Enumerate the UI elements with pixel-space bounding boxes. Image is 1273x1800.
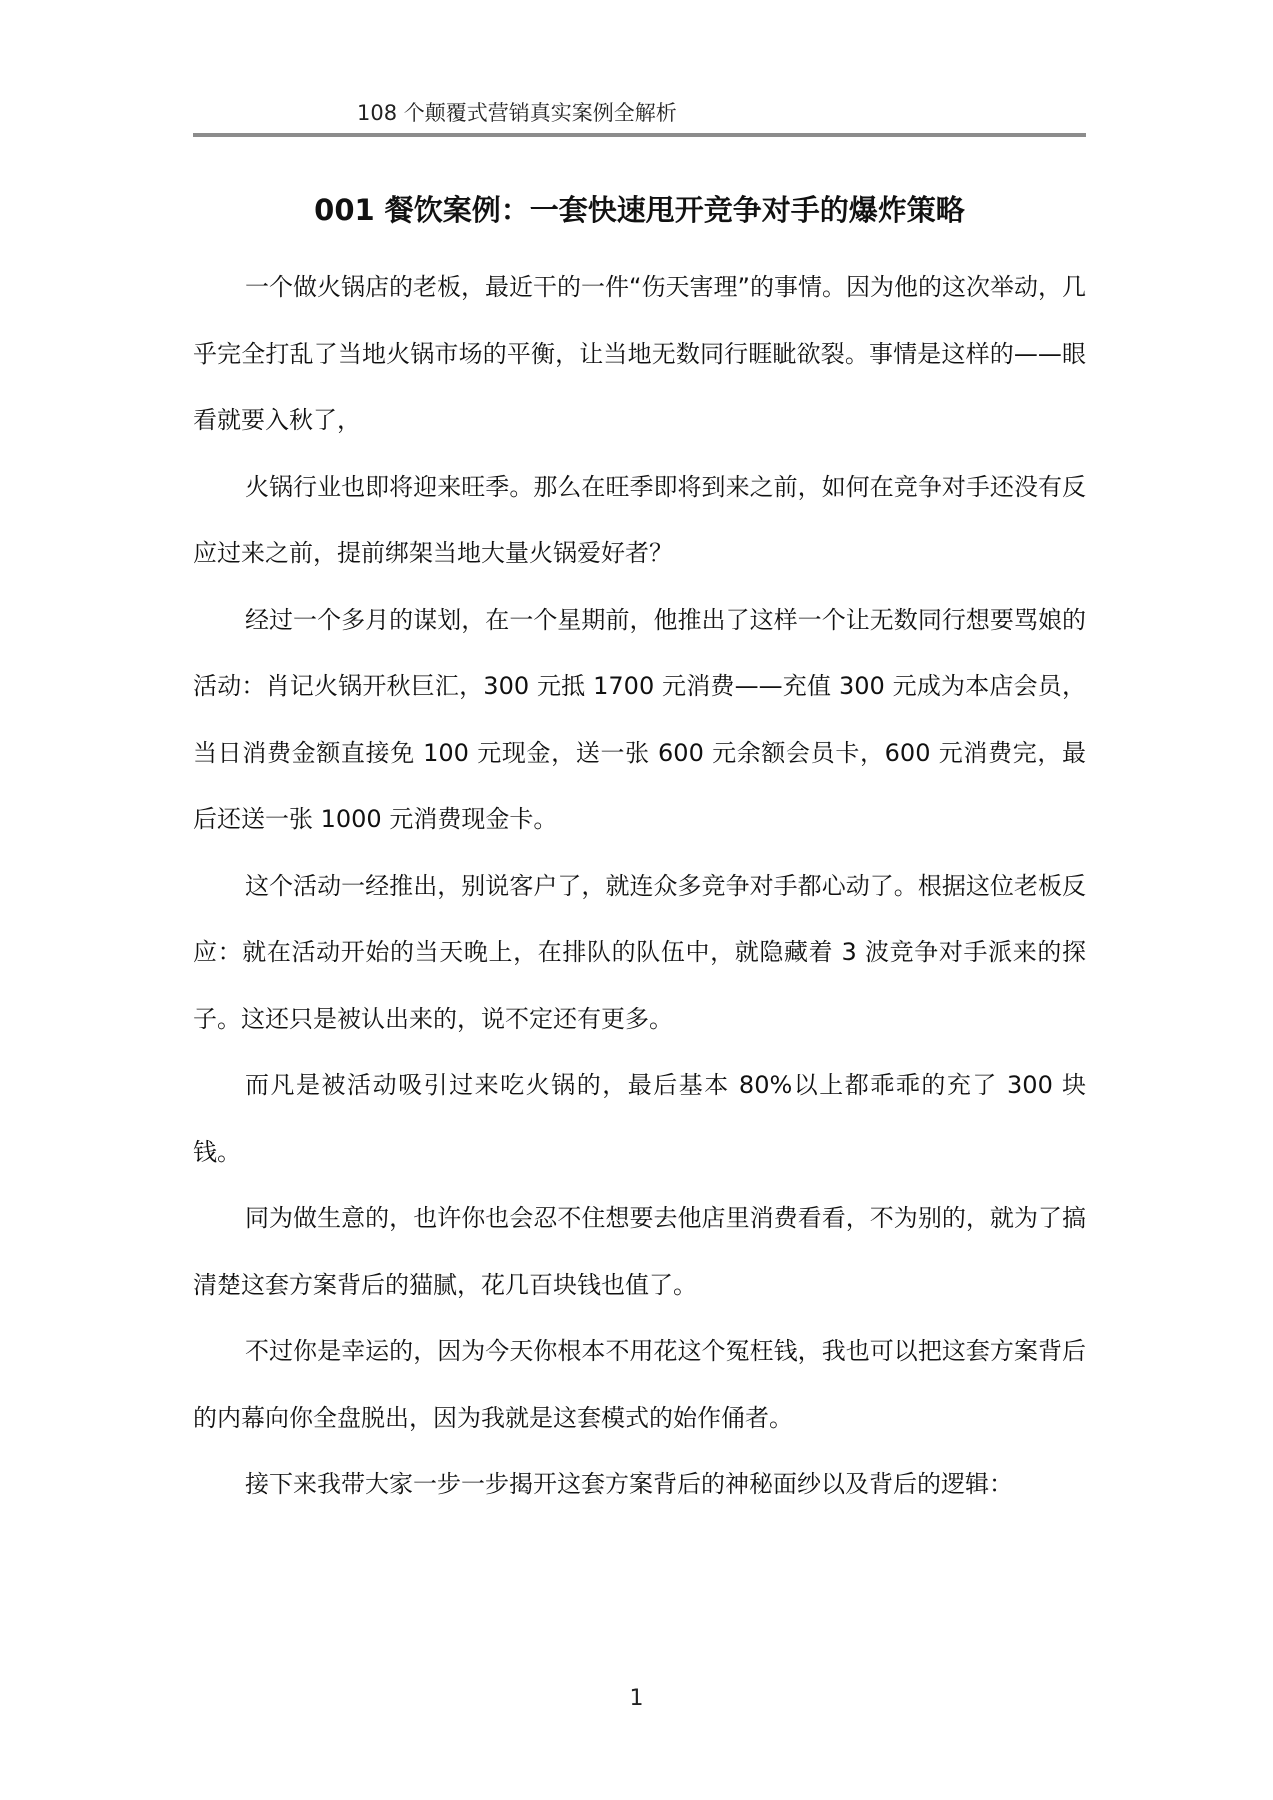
article-title: 001 餐饮案例：一套快速甩开竞争对手的爆炸策略 <box>314 193 965 227</box>
header-divider <box>193 133 1086 137</box>
page-number: 1 <box>629 1686 644 1711</box>
paragraph: 火锅行业也即将迎来旺季。那么在旺季即将到来之前，如何在竞争对手还没有反应过来之前，提前绑架当地大量火锅爱好者？ <box>193 472 1086 567</box>
paragraph: 同为做生意的，也许你也会忍不住想要去他店里消费看看，不为别的，就为了搞清楚这套方案背后的猫腻，花几百块钱也值了。 <box>193 1204 1086 1299</box>
paragraph: 而凡是被活动吸引过来吃火锅的，最后基本 80%以上都乖乖的充了 300 块钱。 <box>193 1071 1086 1166</box>
paragraph: 经过一个多月的谋划，在一个星期前，他推出了这样一个让无数同行想要骂娘的活动：肖记火锅开秋巨汇，300 元抵 1700 元消费——充值 300 元成为本店会员，当日消费金额直接免 100 元现金，送一张 600 元余额会员卡，600 元消费完，最后还送一张 1000 元消费现金卡。 <box>193 605 1086 833</box>
running-header: 108 个颠覆式营销真实案例全解析 <box>357 101 677 125</box>
paragraph: 一个做火锅店的老板，最近干的一件“伤天害理”的事情。因为他的这次举动，几乎完全打乱了当地火锅市场的平衡，让当地无数同行睚眦欲裂。事情是这样的——眼看就要入秋了， <box>193 273 1086 434</box>
paragraph: 接下来我带大家一步一步揭开这套方案背后的神秘面纱以及背后的逻辑： <box>245 1470 1013 1498</box>
paragraph: 这个活动一经推出，别说客户了，就连众多竞争对手都心动了。根据这位老板反应：就在活动开始的当天晚上，在排队的队伍中，就隐藏着 3 波竞争对手派来的探子。这还只是被认出来的，说不定还有更多。 <box>193 871 1086 1033</box>
article-body <box>193 254 1086 1518</box>
paragraph: 不过你是幸运的，因为今天你根本不用花这个冤枉钱，我也可以把这套方案背后的内幕向你全盘脱出，因为我就是这套模式的始作俑者。 <box>193 1337 1086 1432</box>
